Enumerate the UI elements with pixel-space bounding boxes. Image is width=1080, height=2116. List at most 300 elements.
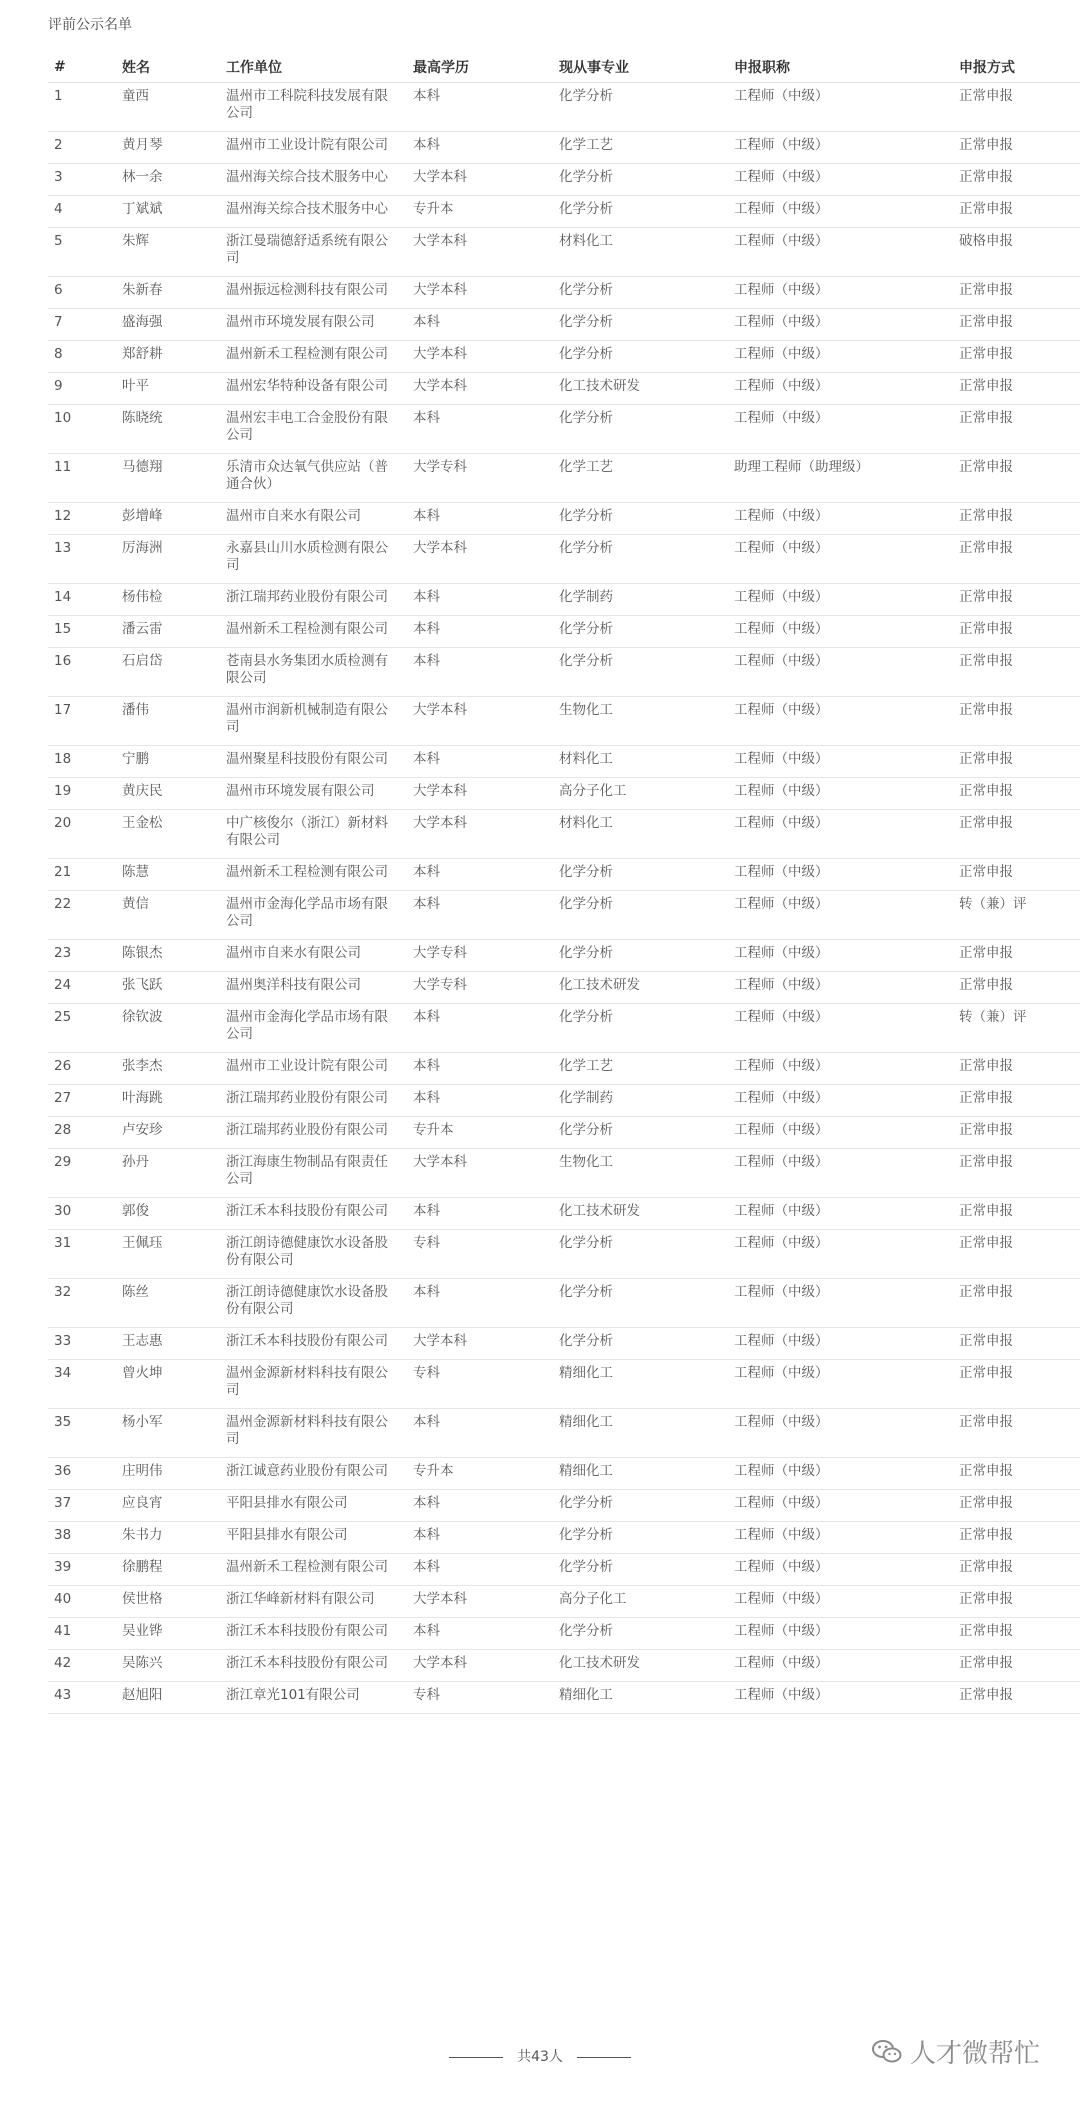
cell-education: 大学本科 bbox=[407, 277, 553, 309]
cell-specialty: 化学制药 bbox=[553, 1085, 728, 1117]
cell-title: 工程师（中级） bbox=[728, 503, 953, 535]
cell-method: 正常申报 bbox=[953, 810, 1080, 859]
table-row bbox=[48, 405, 1080, 454]
cell-method: 正常申报 bbox=[953, 373, 1080, 405]
cell-education: 大学专科 bbox=[407, 972, 553, 1004]
watermark bbox=[872, 2033, 1040, 2070]
cell-method: 转（兼）评 bbox=[953, 891, 1080, 940]
cell-name: 石启岱 bbox=[116, 648, 220, 697]
cell-method: 正常申报 bbox=[953, 405, 1080, 454]
cell-education: 本科 bbox=[407, 584, 553, 616]
cell-name: 厉海洲 bbox=[116, 535, 220, 584]
table-row bbox=[48, 1198, 1080, 1230]
cell-title: 工程师（中级） bbox=[728, 746, 953, 778]
cell-title: 工程师（中级） bbox=[728, 1586, 953, 1618]
cell-index: 9 bbox=[48, 373, 116, 405]
cell-employer: 温州新禾工程检测有限公司 bbox=[220, 1554, 407, 1586]
cell-method: 正常申报 bbox=[953, 972, 1080, 1004]
cell-specialty: 化学分析 bbox=[553, 341, 728, 373]
cell-method: 正常申报 bbox=[953, 1490, 1080, 1522]
cell-index: 28 bbox=[48, 1117, 116, 1149]
cell-name: 陈晓统 bbox=[116, 405, 220, 454]
cell-index: 3 bbox=[48, 164, 116, 196]
cell-employer: 浙江禾本科技股份有限公司 bbox=[220, 1198, 407, 1230]
cell-education: 大学本科 bbox=[407, 1149, 553, 1198]
cell-title: 工程师（中级） bbox=[728, 373, 953, 405]
cell-education: 本科 bbox=[407, 309, 553, 341]
cell-name: 吴陈兴 bbox=[116, 1650, 220, 1682]
cell-name: 杨伟检 bbox=[116, 584, 220, 616]
cell-index: 21 bbox=[48, 859, 116, 891]
table-row bbox=[48, 1360, 1080, 1409]
cell-title: 工程师（中级） bbox=[728, 940, 953, 972]
table-row bbox=[48, 164, 1080, 196]
cell-specialty: 化学分析 bbox=[553, 83, 728, 132]
cell-name: 陈银杰 bbox=[116, 940, 220, 972]
cell-method: 正常申报 bbox=[953, 648, 1080, 697]
table-row bbox=[48, 1522, 1080, 1554]
cell-index: 32 bbox=[48, 1279, 116, 1328]
cell-specialty: 化学分析 bbox=[553, 309, 728, 341]
cell-method: 正常申报 bbox=[953, 277, 1080, 309]
table-body bbox=[48, 83, 1080, 1714]
cell-specialty: 化学分析 bbox=[553, 1490, 728, 1522]
cell-title: 助理工程师（助理级） bbox=[728, 454, 953, 503]
cell-name: 侯世格 bbox=[116, 1586, 220, 1618]
table-row bbox=[48, 341, 1080, 373]
cell-name: 陈慧 bbox=[116, 859, 220, 891]
header-employer: 工作单位 bbox=[220, 52, 407, 83]
table-row bbox=[48, 648, 1080, 697]
cell-index: 33 bbox=[48, 1328, 116, 1360]
cell-specialty: 化学分析 bbox=[553, 648, 728, 697]
cell-name: 王志惠 bbox=[116, 1328, 220, 1360]
cell-education: 本科 bbox=[407, 1198, 553, 1230]
header-method: 申报方式 bbox=[953, 52, 1080, 83]
cell-title: 工程师（中级） bbox=[728, 616, 953, 648]
cell-title: 工程师（中级） bbox=[728, 1004, 953, 1053]
cell-name: 王佩珏 bbox=[116, 1230, 220, 1279]
cell-method: 正常申报 bbox=[953, 778, 1080, 810]
cell-employer: 温州市工科院科技发展有限公司 bbox=[220, 83, 407, 132]
cell-education: 大学本科 bbox=[407, 1586, 553, 1618]
cell-title: 工程师（中级） bbox=[728, 810, 953, 859]
cell-index: 26 bbox=[48, 1053, 116, 1085]
cell-name: 宁鹏 bbox=[116, 746, 220, 778]
cell-title: 工程师（中级） bbox=[728, 778, 953, 810]
table-row bbox=[48, 196, 1080, 228]
cell-title: 工程师（中级） bbox=[728, 341, 953, 373]
table-row bbox=[48, 584, 1080, 616]
table-row bbox=[48, 616, 1080, 648]
cell-name: 丁斌斌 bbox=[116, 196, 220, 228]
cell-index: 6 bbox=[48, 277, 116, 309]
cell-method: 正常申报 bbox=[953, 1149, 1080, 1198]
cell-method: 正常申报 bbox=[953, 1618, 1080, 1650]
table-row bbox=[48, 1682, 1080, 1714]
table-row bbox=[48, 1554, 1080, 1586]
cell-specialty: 化学分析 bbox=[553, 1279, 728, 1328]
cell-name: 庄明伟 bbox=[116, 1458, 220, 1490]
cell-title: 工程师（中级） bbox=[728, 228, 953, 277]
cell-specialty: 化学分析 bbox=[553, 196, 728, 228]
cell-name: 潘云雷 bbox=[116, 616, 220, 648]
cell-name: 彭增峰 bbox=[116, 503, 220, 535]
cell-method: 正常申报 bbox=[953, 1328, 1080, 1360]
cell-index: 17 bbox=[48, 697, 116, 746]
cell-title: 工程师（中级） bbox=[728, 83, 953, 132]
table-row bbox=[48, 373, 1080, 405]
cell-education: 专科 bbox=[407, 1230, 553, 1279]
cell-method: 正常申报 bbox=[953, 1230, 1080, 1279]
cell-title: 工程师（中级） bbox=[728, 1149, 953, 1198]
cell-employer: 温州市润新机械制造有限公司 bbox=[220, 697, 407, 746]
table-row bbox=[48, 972, 1080, 1004]
cell-name: 赵旭阳 bbox=[116, 1682, 220, 1714]
cell-name: 郑舒耕 bbox=[116, 341, 220, 373]
cell-method: 正常申报 bbox=[953, 196, 1080, 228]
cell-education: 本科 bbox=[407, 1279, 553, 1328]
cell-education: 专升本 bbox=[407, 1458, 553, 1490]
cell-name: 黄庆民 bbox=[116, 778, 220, 810]
cell-employer: 乐清市众达氧气供应站（普通合伙） bbox=[220, 454, 407, 503]
cell-method: 正常申报 bbox=[953, 1053, 1080, 1085]
cell-index: 43 bbox=[48, 1682, 116, 1714]
cell-index: 35 bbox=[48, 1409, 116, 1458]
table-row bbox=[48, 1618, 1080, 1650]
cell-specialty: 化学分析 bbox=[553, 405, 728, 454]
cell-method: 正常申报 bbox=[953, 132, 1080, 164]
cell-index: 29 bbox=[48, 1149, 116, 1198]
cell-education: 专科 bbox=[407, 1682, 553, 1714]
cell-title: 工程师（中级） bbox=[728, 1230, 953, 1279]
cell-method: 正常申报 bbox=[953, 309, 1080, 341]
cell-specialty: 化学分析 bbox=[553, 277, 728, 309]
table-row bbox=[48, 503, 1080, 535]
cell-name: 曾火坤 bbox=[116, 1360, 220, 1409]
table-row bbox=[48, 83, 1080, 132]
cell-name: 陈丝 bbox=[116, 1279, 220, 1328]
cell-specialty: 化学工艺 bbox=[553, 132, 728, 164]
cell-index: 19 bbox=[48, 778, 116, 810]
cell-specialty: 化学分析 bbox=[553, 1004, 728, 1053]
cell-title: 工程师（中级） bbox=[728, 1328, 953, 1360]
cell-employer: 平阳县排水有限公司 bbox=[220, 1522, 407, 1554]
cell-index: 11 bbox=[48, 454, 116, 503]
cell-specialty: 化工技术研发 bbox=[553, 1198, 728, 1230]
page-title: 评前公示名单 bbox=[48, 17, 132, 33]
cell-specialty: 材料化工 bbox=[553, 810, 728, 859]
table-header-row bbox=[48, 52, 1080, 83]
cell-employer: 温州市金海化学品市场有限公司 bbox=[220, 1004, 407, 1053]
cell-education: 大学本科 bbox=[407, 1328, 553, 1360]
cell-index: 31 bbox=[48, 1230, 116, 1279]
cell-title: 工程师（中级） bbox=[728, 1360, 953, 1409]
cell-education: 大学专科 bbox=[407, 454, 553, 503]
cell-education: 大学本科 bbox=[407, 778, 553, 810]
cell-index: 41 bbox=[48, 1618, 116, 1650]
table-row bbox=[48, 697, 1080, 746]
cell-employer: 温州市工业设计院有限公司 bbox=[220, 1053, 407, 1085]
cell-index: 16 bbox=[48, 648, 116, 697]
cell-education: 本科 bbox=[407, 405, 553, 454]
cell-employer: 温州市环境发展有限公司 bbox=[220, 778, 407, 810]
cell-education: 大学本科 bbox=[407, 164, 553, 196]
cell-specialty: 化学分析 bbox=[553, 1554, 728, 1586]
cell-employer: 温州海关综合技术服务中心 bbox=[220, 196, 407, 228]
cell-employer: 浙江诚意药业股份有限公司 bbox=[220, 1458, 407, 1490]
cell-title: 工程师（中级） bbox=[728, 1682, 953, 1714]
cell-method: 破格申报 bbox=[953, 228, 1080, 277]
table-row bbox=[48, 859, 1080, 891]
cell-index: 42 bbox=[48, 1650, 116, 1682]
cell-title: 工程师（中级） bbox=[728, 1522, 953, 1554]
footer-total-text: 共43人 bbox=[517, 2049, 563, 2065]
cell-index: 18 bbox=[48, 746, 116, 778]
cell-title: 工程师（中级） bbox=[728, 1650, 953, 1682]
cell-method: 正常申报 bbox=[953, 1554, 1080, 1586]
header-education: 最高学历 bbox=[407, 52, 553, 83]
cell-index: 37 bbox=[48, 1490, 116, 1522]
cell-specialty: 化学工艺 bbox=[553, 454, 728, 503]
roster-table bbox=[48, 52, 1080, 1714]
cell-index: 34 bbox=[48, 1360, 116, 1409]
cell-index: 14 bbox=[48, 584, 116, 616]
cell-education: 大学本科 bbox=[407, 341, 553, 373]
table-row bbox=[48, 277, 1080, 309]
cell-education: 大学本科 bbox=[407, 697, 553, 746]
cell-education: 本科 bbox=[407, 503, 553, 535]
cell-specialty: 精细化工 bbox=[553, 1409, 728, 1458]
cell-employer: 永嘉县山川水质检测有限公司 bbox=[220, 535, 407, 584]
cell-method: 正常申报 bbox=[953, 859, 1080, 891]
cell-employer: 温州新禾工程检测有限公司 bbox=[220, 859, 407, 891]
cell-title: 工程师（中级） bbox=[728, 1458, 953, 1490]
table-row bbox=[48, 1004, 1080, 1053]
cell-employer: 浙江华峰新材料有限公司 bbox=[220, 1586, 407, 1618]
cell-education: 本科 bbox=[407, 616, 553, 648]
cell-method: 正常申报 bbox=[953, 503, 1080, 535]
cell-name: 张飞跃 bbox=[116, 972, 220, 1004]
cell-method: 正常申报 bbox=[953, 1117, 1080, 1149]
cell-index: 20 bbox=[48, 810, 116, 859]
cell-employer: 温州金源新材料科技有限公司 bbox=[220, 1360, 407, 1409]
cell-name: 叶平 bbox=[116, 373, 220, 405]
cell-method: 正常申报 bbox=[953, 1279, 1080, 1328]
cell-index: 15 bbox=[48, 616, 116, 648]
cell-name: 郭俊 bbox=[116, 1198, 220, 1230]
header-index: # bbox=[48, 52, 116, 83]
cell-education: 专科 bbox=[407, 1360, 553, 1409]
table-row bbox=[48, 778, 1080, 810]
cell-name: 孙丹 bbox=[116, 1149, 220, 1198]
cell-name: 王金松 bbox=[116, 810, 220, 859]
cell-specialty: 生物化工 bbox=[553, 697, 728, 746]
cell-employer: 温州宏华特种设备有限公司 bbox=[220, 373, 407, 405]
footer-left-rule bbox=[449, 2057, 503, 2058]
cell-title: 工程师（中级） bbox=[728, 859, 953, 891]
cell-education: 本科 bbox=[407, 1554, 553, 1586]
cell-education: 专升本 bbox=[407, 1117, 553, 1149]
cell-specialty: 精细化工 bbox=[553, 1682, 728, 1714]
cell-method: 正常申报 bbox=[953, 746, 1080, 778]
cell-name: 盛海强 bbox=[116, 309, 220, 341]
cell-employer: 浙江瑞邦药业股份有限公司 bbox=[220, 1117, 407, 1149]
cell-name: 朱书力 bbox=[116, 1522, 220, 1554]
cell-specialty: 化学分析 bbox=[553, 1618, 728, 1650]
cell-title: 工程师（中级） bbox=[728, 891, 953, 940]
table-row bbox=[48, 1586, 1080, 1618]
cell-title: 工程师（中级） bbox=[728, 132, 953, 164]
cell-title: 工程师（中级） bbox=[728, 1618, 953, 1650]
cell-employer: 浙江瑞邦药业股份有限公司 bbox=[220, 584, 407, 616]
cell-name: 林一余 bbox=[116, 164, 220, 196]
cell-name: 童西 bbox=[116, 83, 220, 132]
cell-method: 正常申报 bbox=[953, 1522, 1080, 1554]
cell-title: 工程师（中级） bbox=[728, 648, 953, 697]
cell-name: 徐钦波 bbox=[116, 1004, 220, 1053]
cell-name: 马德翔 bbox=[116, 454, 220, 503]
cell-method: 正常申报 bbox=[953, 1458, 1080, 1490]
cell-employer: 温州市自来水有限公司 bbox=[220, 940, 407, 972]
cell-employer: 温州市环境发展有限公司 bbox=[220, 309, 407, 341]
cell-title: 工程师（中级） bbox=[728, 196, 953, 228]
cell-method: 正常申报 bbox=[953, 164, 1080, 196]
cell-method: 正常申报 bbox=[953, 1586, 1080, 1618]
cell-index: 1 bbox=[48, 83, 116, 132]
cell-specialty: 化学分析 bbox=[553, 503, 728, 535]
cell-method: 正常申报 bbox=[953, 616, 1080, 648]
cell-employer: 温州金源新材料科技有限公司 bbox=[220, 1409, 407, 1458]
cell-index: 39 bbox=[48, 1554, 116, 1586]
cell-specialty: 化工技术研发 bbox=[553, 373, 728, 405]
cell-title: 工程师（中级） bbox=[728, 1085, 953, 1117]
cell-specialty: 化学分析 bbox=[553, 616, 728, 648]
cell-specialty: 化学分析 bbox=[553, 891, 728, 940]
table-row bbox=[48, 1458, 1080, 1490]
cell-specialty: 化学工艺 bbox=[553, 1053, 728, 1085]
cell-employer: 浙江章光101有限公司 bbox=[220, 1682, 407, 1714]
cell-index: 10 bbox=[48, 405, 116, 454]
cell-method: 正常申报 bbox=[953, 83, 1080, 132]
cell-education: 本科 bbox=[407, 1618, 553, 1650]
cell-name: 潘伟 bbox=[116, 697, 220, 746]
cell-education: 本科 bbox=[407, 648, 553, 697]
cell-title: 工程师（中级） bbox=[728, 1279, 953, 1328]
cell-method: 正常申报 bbox=[953, 1650, 1080, 1682]
cell-employer: 温州宏丰电工合金股份有限公司 bbox=[220, 405, 407, 454]
cell-title: 工程师（中级） bbox=[728, 1117, 953, 1149]
header-name: 姓名 bbox=[116, 52, 220, 83]
cell-index: 5 bbox=[48, 228, 116, 277]
cell-index: 13 bbox=[48, 535, 116, 584]
cell-education: 专升本 bbox=[407, 196, 553, 228]
table-row bbox=[48, 1117, 1080, 1149]
cell-name: 应良宵 bbox=[116, 1490, 220, 1522]
cell-name: 杨小军 bbox=[116, 1409, 220, 1458]
cell-education: 本科 bbox=[407, 83, 553, 132]
cell-education: 大学本科 bbox=[407, 373, 553, 405]
table-row bbox=[48, 1409, 1080, 1458]
cell-employer: 温州新禾工程检测有限公司 bbox=[220, 616, 407, 648]
cell-specialty: 化学分析 bbox=[553, 164, 728, 196]
cell-specialty: 化学分析 bbox=[553, 1230, 728, 1279]
cell-specialty: 高分子化工 bbox=[553, 1586, 728, 1618]
table-row bbox=[48, 1085, 1080, 1117]
table-row bbox=[48, 132, 1080, 164]
cell-employer: 浙江朗诗德健康饮水设备股份有限公司 bbox=[220, 1230, 407, 1279]
cell-employer: 温州市工业设计院有限公司 bbox=[220, 132, 407, 164]
cell-method: 转（兼）评 bbox=[953, 1004, 1080, 1053]
cell-title: 工程师（中级） bbox=[728, 164, 953, 196]
cell-name: 吴业铧 bbox=[116, 1618, 220, 1650]
cell-specialty: 材料化工 bbox=[553, 228, 728, 277]
table-row bbox=[48, 1490, 1080, 1522]
cell-education: 本科 bbox=[407, 1522, 553, 1554]
cell-title: 工程师（中级） bbox=[728, 584, 953, 616]
cell-education: 本科 bbox=[407, 1004, 553, 1053]
cell-education: 大学本科 bbox=[407, 810, 553, 859]
cell-employer: 苍南县水务集团水质检测有限公司 bbox=[220, 648, 407, 697]
cell-specialty: 生物化工 bbox=[553, 1149, 728, 1198]
cell-employer: 浙江瑞邦药业股份有限公司 bbox=[220, 1085, 407, 1117]
cell-employer: 温州聚星科技股份有限公司 bbox=[220, 746, 407, 778]
cell-method: 正常申报 bbox=[953, 1198, 1080, 1230]
cell-index: 4 bbox=[48, 196, 116, 228]
table-row bbox=[48, 891, 1080, 940]
cell-employer: 浙江禾本科技股份有限公司 bbox=[220, 1650, 407, 1682]
cell-title: 工程师（中级） bbox=[728, 309, 953, 341]
table-row bbox=[48, 228, 1080, 277]
table-row bbox=[48, 535, 1080, 584]
cell-education: 本科 bbox=[407, 891, 553, 940]
cell-education: 本科 bbox=[407, 859, 553, 891]
table-row bbox=[48, 1149, 1080, 1198]
cell-name: 朱辉 bbox=[116, 228, 220, 277]
cell-employer: 浙江朗诗德健康饮水设备股份有限公司 bbox=[220, 1279, 407, 1328]
cell-name: 卢安珍 bbox=[116, 1117, 220, 1149]
cell-method: 正常申报 bbox=[953, 584, 1080, 616]
cell-name: 黄信 bbox=[116, 891, 220, 940]
header-specialty: 现从事专业 bbox=[553, 52, 728, 83]
cell-title: 工程师（中级） bbox=[728, 1490, 953, 1522]
cell-specialty: 化学分析 bbox=[553, 1117, 728, 1149]
cell-employer: 浙江曼瑞德舒适系统有限公司 bbox=[220, 228, 407, 277]
cell-specialty: 化学分析 bbox=[553, 1328, 728, 1360]
table-row bbox=[48, 1053, 1080, 1085]
cell-title: 工程师（中级） bbox=[728, 972, 953, 1004]
watermark-text: 人才微帮忙 bbox=[909, 2039, 1040, 2069]
cell-employer: 温州市金海化学品市场有限公司 bbox=[220, 891, 407, 940]
cell-employer: 温州奥洋科技有限公司 bbox=[220, 972, 407, 1004]
cell-index: 25 bbox=[48, 1004, 116, 1053]
cell-index: 2 bbox=[48, 132, 116, 164]
cell-method: 正常申报 bbox=[953, 697, 1080, 746]
cell-specialty: 精细化工 bbox=[553, 1458, 728, 1490]
cell-specialty: 高分子化工 bbox=[553, 778, 728, 810]
table-row bbox=[48, 1328, 1080, 1360]
cell-title: 工程师（中级） bbox=[728, 1409, 953, 1458]
cell-education: 本科 bbox=[407, 132, 553, 164]
cell-employer: 中广核俊尔（浙江）新材料有限公司 bbox=[220, 810, 407, 859]
cell-index: 40 bbox=[48, 1586, 116, 1618]
cell-employer: 浙江海康生物制品有限责任公司 bbox=[220, 1149, 407, 1198]
table-row bbox=[48, 940, 1080, 972]
cell-title: 工程师（中级） bbox=[728, 1554, 953, 1586]
cell-index: 7 bbox=[48, 309, 116, 341]
table-row bbox=[48, 810, 1080, 859]
cell-employer: 浙江禾本科技股份有限公司 bbox=[220, 1618, 407, 1650]
